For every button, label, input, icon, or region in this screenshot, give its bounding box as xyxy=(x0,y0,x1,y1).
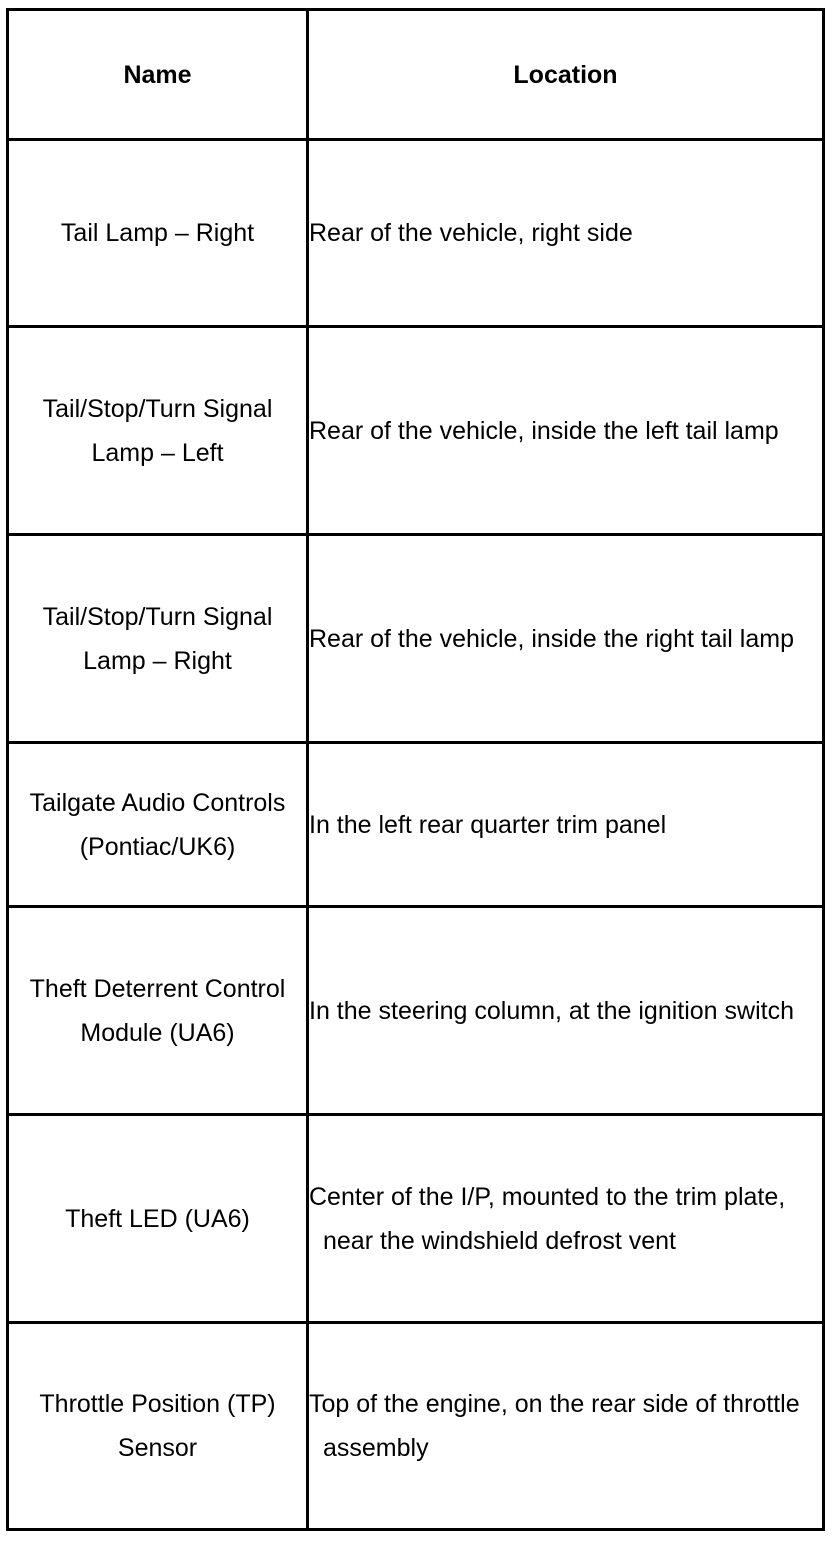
header-name: Name xyxy=(8,10,308,140)
location-cell xyxy=(308,140,824,327)
name-cell: Tail Lamp – Right xyxy=(8,140,308,327)
name-cell: Tailgate Audio Controls (Pontiac/UK6) xyxy=(8,743,308,907)
location-text: Rear of the vehicle, inside the right tail lamp xyxy=(309,624,794,653)
location-cell xyxy=(308,907,824,1115)
name-cell: Throttle Position (TP) Sensor xyxy=(8,1323,308,1530)
location-text: Rear of the vehicle, inside the left tail lamp xyxy=(309,416,779,445)
name-cell: Tail/Stop/Turn Signal Lamp – Right xyxy=(8,535,308,743)
location-cell xyxy=(308,1323,824,1530)
table-row xyxy=(8,327,824,535)
location-cell xyxy=(308,743,824,907)
name-cell: Theft LED (UA6) xyxy=(8,1115,308,1323)
location-cell xyxy=(308,1115,824,1323)
table-row xyxy=(8,535,824,743)
location-cell xyxy=(308,535,824,743)
name-cell: Tail/Stop/Turn Signal Lamp – Left xyxy=(8,327,308,535)
location-text: In the steering column, at the ignition switch xyxy=(309,996,794,1025)
component-location-table xyxy=(6,8,825,1531)
table-row xyxy=(8,907,824,1115)
location-text: Rear of the vehicle, right side xyxy=(309,219,633,247)
location-cell xyxy=(308,327,824,535)
table-row xyxy=(8,1115,824,1323)
table-row xyxy=(8,140,824,327)
name-cell: Theft Deterrent Control Module (UA6) xyxy=(8,907,308,1115)
header-location: Location xyxy=(308,10,824,140)
location-text: In the left rear quarter trim panel xyxy=(309,810,667,839)
location-text: Center of the I/P, mounted to the trim plate, near the windshield defrost vent xyxy=(309,1182,786,1255)
table-header-row xyxy=(8,10,824,140)
location-text: Top of the engine, on the rear side of throttle assembly xyxy=(309,1390,800,1462)
table-row xyxy=(8,743,824,907)
table-row xyxy=(8,1323,824,1530)
